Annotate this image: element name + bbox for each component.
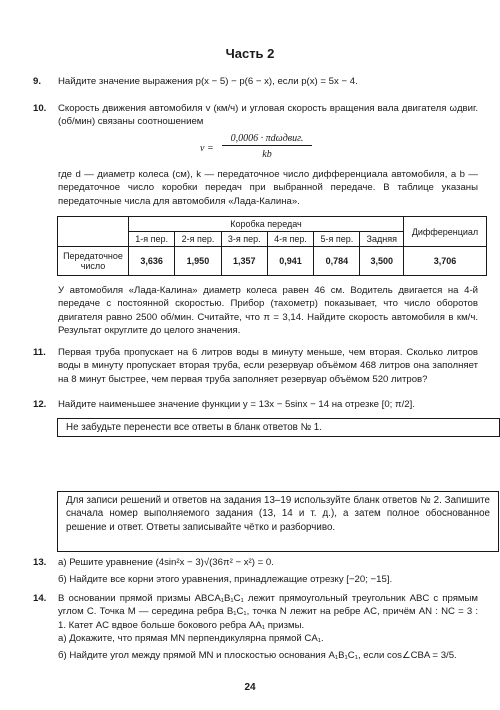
differential-value: 3,706 [404,247,487,276]
part-title: Часть 2 [225,46,275,61]
gear-ratio-value: 0,784 [314,247,360,276]
task-intro: Скорость движения автомобиля v (км/ч) и угловая скорость вращения вала двигателя ωдвиг. (об/мин) связаны соотношением [58,103,478,128]
task-number: 10. [33,103,47,114]
task-text: В основании прямой призмы ABCA₁B₁C₁ лежит прямоугольный треугольник ABC с прямым углом C. Точка M — середина ребра B₁C₁, точка N лежит на ребре AC, причём AN : NC = 3 : 1. Катет AC вдвое больше бокового ребра AA₁ призмы. [58,593,478,631]
formula-numerator: 0,0006 · πdωдвиг. [222,133,312,146]
differential-header: Дифференциал [404,217,487,247]
task-text: Найдите значение выражения p(x − 5) − p(6 − x), если p(x) = 5x − 4. [58,76,358,87]
gear-column-header: 2-я пер. [175,232,221,247]
gear-ratio-value: 1,357 [221,247,267,276]
notice-answer-sheet-1: Не забудьте перенести все ответы в бланк ответов № 1. [57,418,500,437]
task-10-explanation [33,168,478,208]
gear-ratio-value: 1,950 [175,247,221,276]
task-11 [33,346,478,386]
gearbox-header: Коробка передач [129,217,404,232]
task-text: Первая труба пропускает на 6 литров воды в минуту меньше, чем вторая. Сколько литров воды в минуту пропускает вторая труба, если резервуар объёмом 468 литров она заполняет на 8 минут быстрее, чем первая труба заполняет резервуар объёмом 520 литров? [58,347,478,385]
gear-ratio-table [57,216,487,276]
task-question: У автомобиля «Лада-Калина» диаметр колеса равен 46 см. Водитель двигается на 4-й передаче с постоянной скоростью. Прибор (тахометр) показывает, что число оборотов двигателя равно 2500 об/мин. Считайте, что π = 3,14. Найдите скорость автомобиля в км/ч. Результат округлите до целого значения. [58,285,478,337]
task-10 [33,102,478,129]
gear-column-header: Задняя [360,232,404,247]
task-part-a: а) Докажите, что прямая MN перпендикулярна прямой CA₁. [58,633,324,645]
gear-column-header: 5-я пер. [314,232,360,247]
gear-column-header: 4-я пер. [267,232,313,247]
task-number: 14. [33,593,47,604]
gear-column-header: 1-я пер. [129,232,175,247]
task-explanation: где d — диаметр колеса (см), k — передаточное число дифференциала автомобиля, а b — передаточное число коробки передач при выбранной передаче. В таблице указаны передаточные числа для автомобиля «Лада-Калина». [58,169,478,207]
task-14 [33,592,478,662]
task-9 [33,75,478,88]
task-number: 12. [33,399,47,410]
gear-ratio-value: 0,941 [267,247,313,276]
task-part-a: а) Решите уравнение (4sin²x − 3)√(36π² − x²) = 0. [58,557,274,568]
task-number: 11. [33,347,46,358]
page-number: 24 [244,682,256,693]
gear-ratio-value: 3,636 [129,247,175,276]
gear-column-header: 3-я пер. [221,232,267,247]
row-label: Передаточное число [58,247,129,276]
task-12 [33,398,478,411]
task-10-question [33,284,478,338]
task-part-b: б) Найдите все корни этого уравнения, принадлежащие отрезку [−20; −15]. [58,574,393,586]
table-corner [58,217,129,247]
notice-answer-sheet-2: Для записи решений и ответов на задания 13–19 используйте бланк ответов № 2. Запишите сначала номер выполняемого задания (13, 14 и т. д.), а затем полное обоснованное решение и ответ. Ответы записывайте чётко и разборчиво. [57,491,499,552]
task-text: Найдите наименьшее значение функции y = 13x − 5sinx − 14 на отрезке [0; π/2]. [58,399,415,410]
task-number: 9. [33,76,42,87]
formula-denominator: kb [262,149,272,160]
task-number: 13. [33,557,47,568]
task-part-b: б) Найдите угол между прямой MN и плоскостью основания A₁B₁C₁, если cos∠CBA = 3/5. [58,649,457,661]
formula-lhs: v = [200,143,214,154]
gear-ratio-value: 3,500 [360,247,404,276]
task-13 [33,556,478,587]
